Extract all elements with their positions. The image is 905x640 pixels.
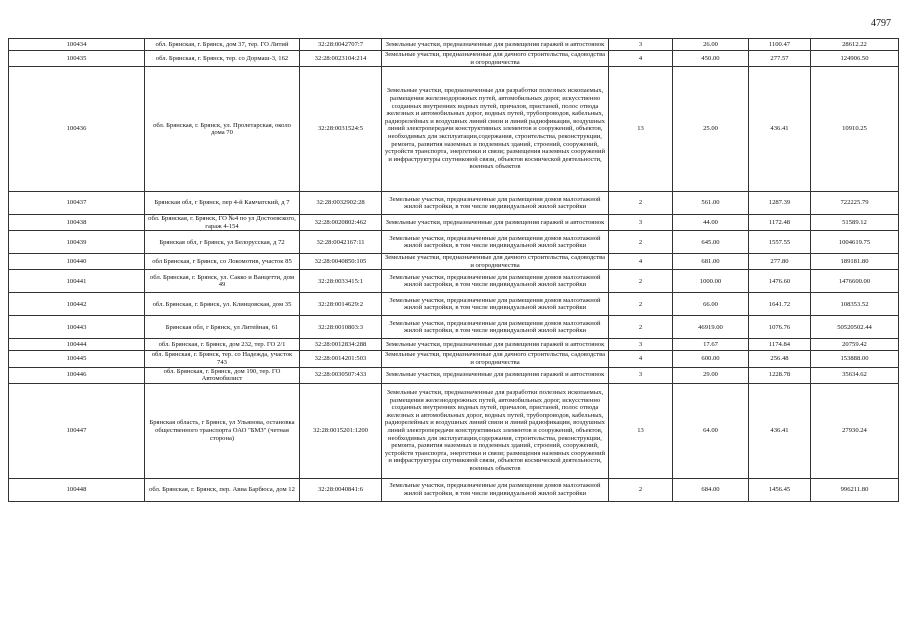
address-cell: обл. Брянская, г. Брянск, ул. Клинцовская, дом 35 xyxy=(145,293,300,316)
address-cell: Брянская область, г Брянск, ул Ульянова, остановка общественного транспорта ОАО "БМЗ" (четная сторона) xyxy=(145,383,300,478)
record-id-cell: 100435 xyxy=(9,51,145,67)
table-row xyxy=(9,351,899,367)
address-cell: Брянская обл, г Брянск, ул Литейная, 61 xyxy=(145,316,300,339)
record-id-cell: 100443 xyxy=(9,316,145,339)
record-id-cell: 100438 xyxy=(9,215,145,231)
cadastral-value-cell: 27930.24 xyxy=(811,383,899,478)
cadastral-value-cell: 722225.79 xyxy=(811,192,899,215)
table-row xyxy=(9,192,899,215)
specific-value-cell: 1228.78 xyxy=(749,367,811,383)
table-row xyxy=(9,270,899,293)
address-cell: обл. Брянская, г. Брянск, дом 190, тер. ГО Автомобилист xyxy=(145,367,300,383)
cadastral-value-cell: 20759.42 xyxy=(811,339,899,351)
record-id-cell: 100448 xyxy=(9,478,145,501)
area-cell: 681.00 xyxy=(673,254,749,270)
table-row xyxy=(9,231,899,254)
cadastral-number-cell: 32:28:0042167:11 xyxy=(300,231,382,254)
cadastral-value-cell: 1004619.75 xyxy=(811,231,899,254)
area-cell: 26.00 xyxy=(673,39,749,51)
area-cell: 600.00 xyxy=(673,351,749,367)
specific-value-cell: 1100.47 xyxy=(749,39,811,51)
specific-value-cell: 1172.48 xyxy=(749,215,811,231)
record-id-cell: 100440 xyxy=(9,254,145,270)
record-id-cell: 100442 xyxy=(9,293,145,316)
table-row xyxy=(9,293,899,316)
specific-value-cell: 1476.60 xyxy=(749,270,811,293)
land-use-cell: Земельные участки, предназначенные для дачного строительства, садоводства и огородничества xyxy=(382,351,609,367)
address-cell: Брянская обл, г Брянск, пер 4-й Камчатский, д 7 xyxy=(145,192,300,215)
table-row xyxy=(9,215,899,231)
land-use-cell: Земельные участки, предназначенные для дачного строительства, садоводства и огородничества xyxy=(382,254,609,270)
use-group-cell: 4 xyxy=(609,254,673,270)
address-cell: обл. Брянская, г. Брянск, дом 37, тер. ГО Литий xyxy=(145,39,300,51)
cadastral-value-cell: 10910.25 xyxy=(811,67,899,192)
cadastral-value-cell: 996211.80 xyxy=(811,478,899,501)
area-cell: 17.67 xyxy=(673,339,749,351)
use-group-cell: 2 xyxy=(609,231,673,254)
cadastral-number-cell: 32:28:0040850:105 xyxy=(300,254,382,270)
cadastral-number-cell: 32:28:0010803:3 xyxy=(300,316,382,339)
cadastral-number-cell: 32:28:0033415:1 xyxy=(300,270,382,293)
use-group-cell: 2 xyxy=(609,192,673,215)
specific-value-cell: 1174.84 xyxy=(749,339,811,351)
record-id-cell: 100445 xyxy=(9,351,145,367)
specific-value-cell: 1641.72 xyxy=(749,293,811,316)
cadastral-value-cell: 35634.62 xyxy=(811,367,899,383)
use-group-cell: 13 xyxy=(609,383,673,478)
cadastral-number-cell: 32:28:0020802:462 xyxy=(300,215,382,231)
area-cell: 66.00 xyxy=(673,293,749,316)
cadastral-value-cell: 50520502.44 xyxy=(811,316,899,339)
use-group-cell: 2 xyxy=(609,316,673,339)
land-use-cell: Земельные участки, предназначенные для размещения домов малоэтажной жилой застройки, в том числе индивидуальной жилой застройки xyxy=(382,478,609,501)
cadastral-value-cell: 108353.52 xyxy=(811,293,899,316)
area-cell: 64.00 xyxy=(673,383,749,478)
table-row xyxy=(9,254,899,270)
cadastral-number-cell: 32:28:0014629:2 xyxy=(300,293,382,316)
land-use-cell: Земельные участки, предназначенные для разработки полезных ископаемых, размещения железнодорожных путей, автомобильных дорог, искусственно созданных внутренних водных путей, причалов, пристаней, полос отвода железных и автомобильных дорог, водных путей, трубопроводов, кабельных, радиорелейных и воздушных линий связи и линий радиофикации, воздушных линий электропередачи конструктивных элементов и сооружений, объектов, необходимых для эксплуатации,содержания, строительства, реконструкции, ремонта, развития наземных и подземных зданий, строений, сооружений, устройств транспорта, энергетики и связи; размещения наземных сооружений и инфраструктуры спутниковой связи, объектов космической деятельности, военных объектов xyxy=(382,383,609,478)
use-group-cell: 4 xyxy=(609,51,673,67)
specific-value-cell: 436.41 xyxy=(749,383,811,478)
cadastral-number-cell: 32:28:0032902:28 xyxy=(300,192,382,215)
land-use-cell: Земельные участки, предназначенные для размещения гаражей и автостоянок xyxy=(382,215,609,231)
cadastral-value-cell: 51589.12 xyxy=(811,215,899,231)
cadastral-number-cell: 32:28:0012834:288 xyxy=(300,339,382,351)
address-cell: обл. Брянская, г. Брянск, ул. Сакко и Ванцетти, дом 49 xyxy=(145,270,300,293)
table-row xyxy=(9,339,899,351)
use-group-cell: 2 xyxy=(609,270,673,293)
use-group-cell: 2 xyxy=(609,478,673,501)
use-group-cell: 2 xyxy=(609,293,673,316)
area-cell: 684.00 xyxy=(673,478,749,501)
specific-value-cell: 256.48 xyxy=(749,351,811,367)
land-use-cell: Земельные участки, предназначенные для дачного строительства, садоводства и огородничества xyxy=(382,51,609,67)
specific-value-cell: 436.41 xyxy=(749,67,811,192)
use-group-cell: 4 xyxy=(609,351,673,367)
cadastral-value-table xyxy=(8,38,899,502)
table-row xyxy=(9,316,899,339)
table-row xyxy=(9,478,899,501)
record-id-cell: 100444 xyxy=(9,339,145,351)
area-cell: 450.00 xyxy=(673,51,749,67)
cadastral-number-cell: 32:28:0023104:214 xyxy=(300,51,382,67)
use-group-cell: 13 xyxy=(609,67,673,192)
area-cell: 1000.00 xyxy=(673,270,749,293)
land-use-cell: Земельные участки, предназначенные для размещения гаражей и автостоянок xyxy=(382,339,609,351)
record-id-cell: 100447 xyxy=(9,383,145,478)
land-use-cell: Земельные участки, предназначенные для размещения домов малоэтажной жилой застройки, в том числе индивидуальной жилой застройки xyxy=(382,293,609,316)
area-cell: 29.00 xyxy=(673,367,749,383)
record-id-cell: 100439 xyxy=(9,231,145,254)
specific-value-cell: 1557.55 xyxy=(749,231,811,254)
use-group-cell: 3 xyxy=(609,367,673,383)
use-group-cell: 3 xyxy=(609,215,673,231)
specific-value-cell: 277.80 xyxy=(749,254,811,270)
specific-value-cell: 277.57 xyxy=(749,51,811,67)
cadastral-value-cell: 153888.00 xyxy=(811,351,899,367)
land-use-cell: Земельные участки, предназначенные для размещения домов малоэтажной жилой застройки, в том числе индивидуальной жилой застройки xyxy=(382,316,609,339)
address-cell: Брянская обл, г Брянск, ул Белорусская, д 72 xyxy=(145,231,300,254)
area-cell: 561.00 xyxy=(673,192,749,215)
area-cell: 44.00 xyxy=(673,215,749,231)
area-cell: 46919.00 xyxy=(673,316,749,339)
land-use-cell: Земельные участки, предназначенные для размещения домов малоэтажной жилой застройки, в том числе индивидуальной жилой застройки xyxy=(382,270,609,293)
address-cell: обл. Брянская, г. Брянск, ГО №4 по ул Достоевского, гараж 4-154 xyxy=(145,215,300,231)
address-cell: обл. Брянская, г. Брянск, дом 232, тер. ГО 2/1 xyxy=(145,339,300,351)
record-id-cell: 100437 xyxy=(9,192,145,215)
specific-value-cell: 1076.76 xyxy=(749,316,811,339)
land-use-cell: Земельные участки, предназначенные для размещения домов малоэтажной жилой застройки, в том числе индивидуальной жилой застройки xyxy=(382,231,609,254)
cadastral-number-cell: 32:28:0042707:7 xyxy=(300,39,382,51)
cadastral-value-cell: 1476600.00 xyxy=(811,270,899,293)
cadastral-number-cell: 32:28:0031524:5 xyxy=(300,67,382,192)
cadastral-number-cell: 32:28:0014201:503 xyxy=(300,351,382,367)
address-cell: обл. Брянская, г. Брянск, тер. со Надежда, участок 743 xyxy=(145,351,300,367)
table-row xyxy=(9,39,899,51)
cadastral-number-cell: 32:28:0030507:433 xyxy=(300,367,382,383)
use-group-cell: 3 xyxy=(609,39,673,51)
land-use-cell: Земельные участки, предназначенные для размещения гаражей и автостоянок xyxy=(382,39,609,51)
table-row xyxy=(9,367,899,383)
table-row xyxy=(9,51,899,67)
record-id-cell: 100441 xyxy=(9,270,145,293)
record-id-cell: 100436 xyxy=(9,67,145,192)
cadastral-value-cell: 28612.22 xyxy=(811,39,899,51)
specific-value-cell: 1287.39 xyxy=(749,192,811,215)
cadastral-value-cell: 124906.50 xyxy=(811,51,899,67)
land-use-cell: Земельные участки, предназначенные для размещения домов малоэтажной жилой застройки, в том числе индивидуальной жилой застройки xyxy=(382,192,609,215)
cadastral-number-cell: 32:28:0040841:6 xyxy=(300,478,382,501)
specific-value-cell: 1456.45 xyxy=(749,478,811,501)
land-use-cell: Земельные участки, предназначенные для разработки полезных ископаемых, размещения железнодорожных путей, автомобильных дорог, искусственно созданных внутренних водных путей, причалов, пристаней, полос отвода железных и автомобильных дорог, водных путей, трубопроводов, кабельных, радиорелейных и воздушных линий связи и линий радиофикации, воздушных линий электропередачи конструктивных элементов и сооружений, объектов, необходимых для эксплуатации,содержания, строительства, реконструкции, ремонта, развития наземных и подземных зданий, строений, сооружений, устройств транспорта, энергетики и связи; размещения наземных сооружений и инфраструктуры спутниковой связи, объектов космической деятельности, военных объектов xyxy=(382,67,609,192)
cadastral-value-cell: 189181.80 xyxy=(811,254,899,270)
address-cell: обл. Брянская, г. Брянск, тер. со Дормаш-3, 162 xyxy=(145,51,300,67)
record-id-cell: 100446 xyxy=(9,367,145,383)
address-cell: обл. Брянская, г. Брянск, пер. Авиа Барбюса, дом 12 xyxy=(145,478,300,501)
address-cell: обл. Брянская, г. Брянск, ул. Пролетарская, около дома 70 xyxy=(145,67,300,192)
cadastral-number-cell: 32:28:0015201:1200 xyxy=(300,383,382,478)
area-cell: 25.00 xyxy=(673,67,749,192)
address-cell: обл Брянская, г Брянск, со Локомотив, участок 85 xyxy=(145,254,300,270)
table-row xyxy=(9,383,899,478)
record-id-cell: 100434 xyxy=(9,39,145,51)
area-cell: 645.00 xyxy=(673,231,749,254)
table-row xyxy=(9,67,899,192)
page-number: 4797 xyxy=(871,18,891,29)
use-group-cell: 3 xyxy=(609,339,673,351)
land-use-cell: Земельные участки, предназначенные для размещения гаражей и автостоянок xyxy=(382,367,609,383)
